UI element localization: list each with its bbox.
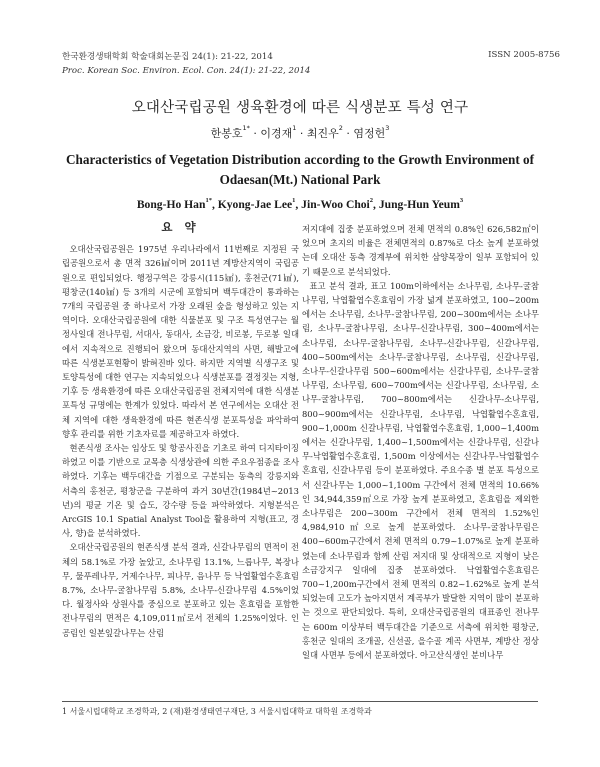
author-affiliation-mark: 2 xyxy=(369,197,374,204)
authors-korean xyxy=(0,125,600,141)
abstract-heading: 요 약 xyxy=(161,220,200,234)
body-paragraph: 오대산국립공원은 1975년 우리나라에서 11번째로 지정된 국립공원으로서 총 면적 326㎢이며 2011년 계방산지역이 국립공원으로 편입되었다. 행정구역은 강릉시(115㎢), 홍천군(71㎢), 평창군(140㎢) 등 3개의 시군에 포함되며 백두대간이 통과하는 7개의 국립공원 중 하나로서 가장 오래된 숲을 형성하고 있는 지역이다. 오대산국립공원에 대한 식물분포 및 구조 특성연구는 월정사일대 전나무림, 서대사, 동대사, 소금강, 비로봉, 두로봉 일대에서 지속적으로 진행되어 왔으며 동대산지역의 사면, 해발고에 따른 식생분포현황이 밝혀진바 있다. 하지만 지역별 식생구조 및 토양특성에 대한 연구는 지속되었으나 식생분포를 결정짓는 지형, 기후 등 생육환경에 따른 오대산국립공원 전체지역에 대한 식생분포특성 규명에는 한계가 있었다. 따라서 본 연구에서는 오대산 전체 지역에 대한 생육환경에 따른 현존식생 분포특성을 파악하여 향후 관리를 위한 기초자료를 제공하고자 하였다. xyxy=(62,244,299,439)
paper-title-korean: 오대산국립공원 생육환경에 따른 식생분포 특성 연구 xyxy=(131,100,469,116)
left-column xyxy=(62,217,299,640)
right-column xyxy=(302,222,539,662)
author-separator: · xyxy=(299,127,304,140)
author-name: 한봉호 xyxy=(210,127,243,140)
body-paragraph: 현존식생 조사는 임상도 및 항공사진을 기초로 하여 디지타이징 하였고 이를 기반으로 교목층 식생상관에 의한 주요우점종을 조사하였다. 기후는 백두대간을 기점으로 구분되는 동측의 강릉지와 서측의 홍천군, 평창군을 구분하여 과거 30년간(1984년~2013년)의 평균 기온 및 습도, 강수량 등을 파악하였다. 지형분석은 ArcGIS 10.1 Spatial Analyst Tool을 활용하여 지형(표고, 경사, 향)을 분석하였다. xyxy=(62,443,299,539)
author-separator: · xyxy=(346,127,350,140)
paper-title-english: Characteristics of Vegetation Distribution according to the Growth Environment of Odaesan(Mt.) National Park xyxy=(66,152,534,187)
author-affiliation-mark: 1 xyxy=(292,124,297,132)
author-affiliation-mark: 1 xyxy=(292,197,296,204)
affiliation-footnote: 1 서울시립대학교 조경학과, 2 (재)환경생태연구재단, 3 서울시립대학교 대학원 조경학과 xyxy=(62,707,372,716)
author-affiliation-mark: 2 xyxy=(338,124,343,132)
author-name: Bong-Ho Han xyxy=(136,198,206,211)
author-affiliation-mark: 3 xyxy=(459,197,464,204)
body-paragraph: 저지대에 집중 분포하였으며 전체 면적의 0.8%인 626,582㎡이었으며 초지의 비율은 전체면적의 0.87%로 다소 높게 분포하였는데 오대산 동측 경계부에 위치한 삼양목장이 일부 포함되어 있기 때문으로 분석되었다. xyxy=(302,224,539,277)
author-name: 염정헌 xyxy=(353,127,386,140)
body-paragraph: 오대산국립공원의 현존식생 분석 결과, 신갈나무림의 면적이 전체의 58.1%로 가장 높았고, 소나무림 13.1%, 느릅나무, 복장나무, 물푸레나무, 거제수나무, 피나무, 음나무 등 낙엽활엽수혼효림 8.7%, 소나무-굴참나무림 5.8%, 소나무-신갈나무림 4.5%이었다. 월정사와 상원사를 중심으로 분포하고 있는 혼효림을 포함한 전나무림의 면적은 4,109,011㎡로서 전체의 1.25%이었다. 인공림인 일본잎갈나무는 산림 xyxy=(62,542,299,638)
author-name: Jung-Hun Yeum xyxy=(378,198,460,211)
journal-citation-korean: 한국환경생태학회 학술대회논문집 24(1): 21-22, 2014 xyxy=(62,52,273,62)
body-paragraph: 표고 분석 결과, 표고 100m이하에서는 소나무림, 소나무-굴참나무림, 낙엽활엽수혼효림이 가장 넓게 분포하였고, 100~200m에서는 소나무림, 소나무-굴참나무림, 200~300m에서는 소나무림, 소나무-굴참나무림, 소나무-신갈나무림, 300~400m에서는 소나무림, 소나무-굴참나무림, 소나무-신갈나무림, 신갈나무림, 400~500m에서는 소나무-굴참나무림, 소나무림, 신갈나무림, 소나무-신갈나무림 500~600m에서는 신갈나무림, 소나무-굴참나무림, 소나무림, 600~700m에서는 신갈나무림, 소나무림, 소나무-굴참나무림, 700~800m에서는 신갈나무-소나무림, 800~900m에서는 신갈나무림, 소나무림, 낙엽활엽수혼효림, 900~1,000m 신갈나무림, 낙엽활엽수혼효림, 1,000~1,400m에서는 신갈나무림, 1,400~1,500m에서는 신갈나무림, 신갈나무-낙엽활엽수혼효림, 1,500m 이상에서는 신갈나무-낙엽활엽수혼효림, 신갈나무림 등이 분포하였다. 주요수종 별 분포 특성으로서 신갈나무는 1,000~1,100m 구간에서 전체 면적의 10.66%인 34,944,359㎡으로 가장 높게 분포하였고, 혼효림을 제외한 소나무림은 200~300m 구간에서 전체 면적의 1.52%인 4,984,910㎡으로 높게 분포하였다. 소나무-굴참나무림은 400~600m구간에서 전체 면적의 0.79~1.07%로 높게 분포하였는데 소나무림과 함께 산림 저지대 및 상대적으로 지형이 낮은 소금강지구 일대에 집중 분포하였다. 낙엽활엽수혼효림은 700~1,200m구간에서 전체 면적의 0.82~1.62%로 높게 분석되었는데 고도가 높아지면서 계곡부가 발달한 지역이 많이 분포하는 것으로 판단되었다. 특히, 오대산국립공원의 대표종인 전나무는 600m 이상부터 백두대간을 기준으로 서측에 위치한 평창군, 홍천군 일대의 조개골, 신선골, 을수골 계곡 사면부, 계방산 정상일대 사면부 등에서 분포하였다. 아고산식생인 분비나무 xyxy=(302,280,539,661)
author-separator: · xyxy=(253,127,257,140)
author-name: 최진우 xyxy=(306,127,339,140)
author-affiliation-mark: 1* xyxy=(205,197,212,204)
author-name: Kyong-Jae Lee xyxy=(217,198,293,211)
author-name: 이경재 xyxy=(260,127,293,140)
journal-citation-english: Proc. Korean Soc. Environ. Ecol. Con. 24(1): 21-22, 2014 xyxy=(62,66,311,76)
journal-header xyxy=(62,50,310,78)
author-name: Jin-Woo Choi xyxy=(301,198,370,211)
author-affiliation-mark: 3 xyxy=(385,124,390,132)
authors-english: Bong-Ho Han$^{1*}$, Kyong-Jae Lee$^1$, Jin-Woo Choi$^2$, Jung-Hun Yeum$^3$ xyxy=(136,197,464,211)
issn-number: ISSN 2005-8756 xyxy=(488,50,560,60)
author-affiliation-mark: 1* xyxy=(242,124,250,132)
footnote-divider xyxy=(62,701,538,702)
